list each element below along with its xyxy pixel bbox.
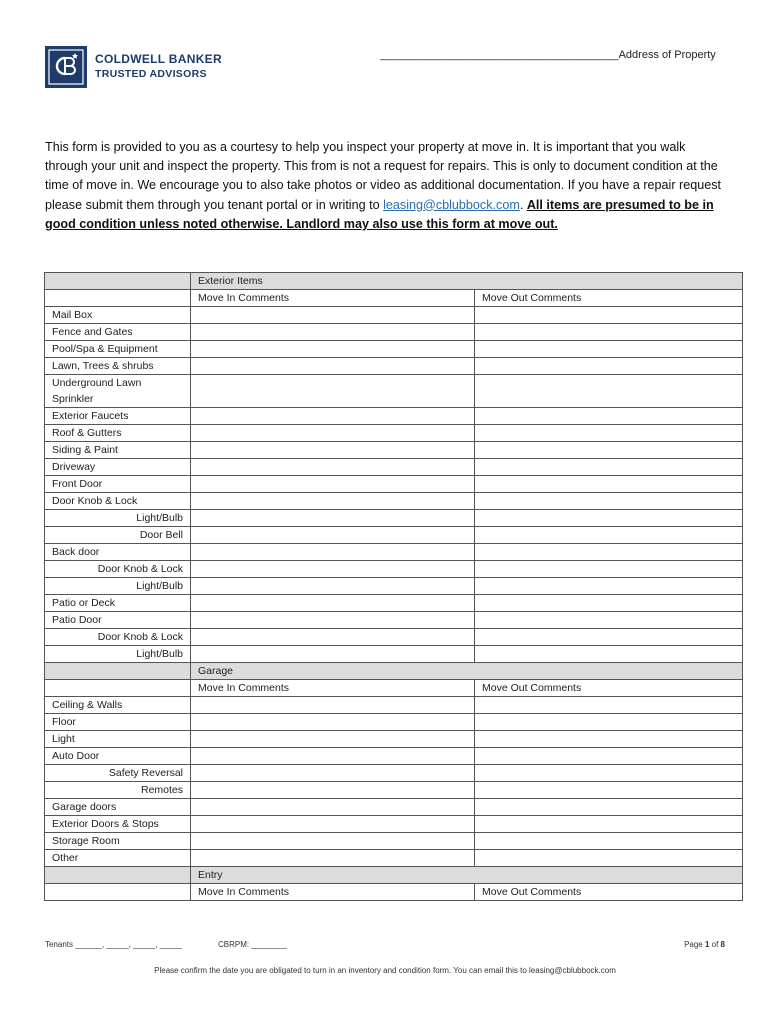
move-in-comment-cell[interactable]	[191, 408, 475, 425]
table-row	[45, 476, 743, 493]
table-row	[45, 714, 743, 731]
move-out-comment-cell[interactable]	[475, 612, 743, 629]
table-row	[45, 358, 743, 375]
move-in-comment-cell[interactable]	[191, 612, 475, 629]
move-in-header: Move In Comments	[191, 884, 475, 901]
item-label: Light/Bulb	[45, 646, 191, 663]
item-label: Exterior Doors & Stops	[45, 816, 191, 833]
section-header-row	[45, 663, 743, 680]
move-in-comment-cell[interactable]	[191, 646, 475, 663]
item-label: Auto Door	[45, 748, 191, 765]
item-label: Patio Door	[45, 612, 191, 629]
column-header-blank	[45, 290, 191, 307]
move-out-comment-cell[interactable]	[475, 425, 743, 442]
page-of: of	[709, 940, 721, 949]
move-in-comment-cell[interactable]	[191, 561, 475, 578]
item-label: Light/Bulb	[45, 510, 191, 527]
move-in-comment-cell[interactable]	[191, 324, 475, 341]
move-out-comment-cell[interactable]	[475, 358, 743, 375]
move-in-comment-cell[interactable]	[191, 476, 475, 493]
presumed-condition-note: All items are presumed to be in good condition unless noted otherwise. Landlord may also use this form at move out.	[45, 197, 714, 231]
item-label: Driveway	[45, 459, 191, 476]
table-row	[45, 561, 743, 578]
table-row	[45, 307, 743, 324]
move-out-comment-cell[interactable]	[475, 561, 743, 578]
table-row	[45, 324, 743, 341]
table-row	[45, 493, 743, 510]
item-label: Door Knob & Lock	[45, 493, 191, 510]
company-logo	[45, 46, 222, 88]
move-in-comment-cell[interactable]	[191, 425, 475, 442]
move-in-comment-cell[interactable]	[191, 375, 475, 408]
table-row	[45, 629, 743, 646]
move-out-comment-cell[interactable]	[475, 748, 743, 765]
table-row	[45, 544, 743, 561]
move-out-comment-cell[interactable]	[475, 324, 743, 341]
table-row	[45, 459, 743, 476]
move-out-comment-cell[interactable]	[475, 493, 743, 510]
move-in-comment-cell[interactable]	[191, 544, 475, 561]
table-row	[45, 731, 743, 748]
move-in-header: Move In Comments	[191, 680, 475, 697]
move-out-comment-cell[interactable]	[475, 697, 743, 714]
item-label: Door Bell	[45, 527, 191, 544]
section-header-row	[45, 273, 743, 290]
move-out-comment-cell[interactable]	[475, 731, 743, 748]
move-in-comment-cell[interactable]	[191, 442, 475, 459]
inspection-table	[44, 272, 743, 901]
intro-text: This form is provided to you as a courtesy to help you inspect your property at move in. It is important that you walk through your unit and inspect the property. This from is not a request for repairs. This is only to document condition at the time of move in. We encourage you to also take photos or video as additional documentation. If you have a repair request please submit them through you tenant portal or in writing to	[45, 140, 722, 212]
move-out-comment-cell[interactable]	[475, 459, 743, 476]
table-row	[45, 646, 743, 663]
table-row	[45, 833, 743, 850]
section-title: Exterior Items	[191, 273, 743, 290]
table-row	[45, 341, 743, 358]
move-out-header: Move Out Comments	[475, 290, 743, 307]
move-out-comment-cell[interactable]	[475, 629, 743, 646]
item-label: Pool/Spa & Equipment	[45, 341, 191, 358]
move-out-comment-cell[interactable]	[475, 375, 743, 408]
page-number	[684, 940, 725, 949]
cb-logo-icon	[45, 46, 87, 88]
move-out-comment-cell[interactable]	[475, 544, 743, 561]
intro-paragraph	[45, 138, 725, 234]
section-header-blank	[45, 273, 191, 290]
item-label: Other	[45, 850, 191, 867]
move-out-comment-cell[interactable]	[475, 408, 743, 425]
move-out-comment-cell[interactable]	[475, 799, 743, 816]
table-row	[45, 442, 743, 459]
item-label: Ceiling & Walls	[45, 697, 191, 714]
move-out-comment-cell[interactable]	[475, 476, 743, 493]
page-prefix: Page	[684, 940, 705, 949]
column-header-row	[45, 680, 743, 697]
move-in-comment-cell[interactable]	[191, 731, 475, 748]
item-label: Front Door	[45, 476, 191, 493]
move-in-comment-cell[interactable]	[191, 459, 475, 476]
table-row	[45, 425, 743, 442]
item-label: Floor	[45, 714, 191, 731]
move-in-comment-cell[interactable]	[191, 307, 475, 324]
move-out-comment-cell[interactable]	[475, 442, 743, 459]
column-header-blank	[45, 884, 191, 901]
move-in-comment-cell[interactable]	[191, 527, 475, 544]
move-in-comment-cell[interactable]	[191, 697, 475, 714]
table-row	[45, 697, 743, 714]
move-in-comment-cell[interactable]	[191, 578, 475, 595]
table-row	[45, 578, 743, 595]
move-in-comment-cell[interactable]	[191, 714, 475, 731]
move-out-comment-cell[interactable]	[475, 782, 743, 799]
move-in-comment-cell[interactable]	[191, 782, 475, 799]
logo-text	[95, 52, 222, 82]
move-in-comment-cell[interactable]	[191, 765, 475, 782]
cbrpm-signature[interactable]: CBRPM: ________	[218, 940, 287, 949]
move-out-header: Move Out Comments	[475, 884, 743, 901]
item-label: Safety Reversal	[45, 765, 191, 782]
move-in-comment-cell[interactable]	[191, 510, 475, 527]
item-label: Light	[45, 731, 191, 748]
table-row	[45, 816, 743, 833]
page-total: 8	[720, 940, 725, 949]
move-in-comment-cell[interactable]	[191, 850, 475, 867]
item-label: Door Knob & Lock	[45, 629, 191, 646]
column-header-row	[45, 884, 743, 901]
table-row	[45, 765, 743, 782]
address-of-property-field[interactable]: _______________________________________Address of Property	[380, 49, 716, 61]
item-label: Remotes	[45, 782, 191, 799]
section-header-blank	[45, 867, 191, 884]
move-out-comment-cell[interactable]	[475, 816, 743, 833]
item-label: Door Knob & Lock	[45, 561, 191, 578]
section-header-row	[45, 867, 743, 884]
table-row	[45, 850, 743, 867]
move-out-comment-cell[interactable]	[475, 578, 743, 595]
table-row	[45, 799, 743, 816]
move-in-comment-cell[interactable]	[191, 358, 475, 375]
column-header-row	[45, 290, 743, 307]
item-label: Underground Lawn Sprinkler	[45, 375, 191, 408]
move-in-comment-cell[interactable]	[191, 341, 475, 358]
move-in-comment-cell[interactable]	[191, 748, 475, 765]
item-label: Mail Box	[45, 307, 191, 324]
intro-after-email: .	[519, 197, 527, 212]
table-row	[45, 748, 743, 765]
move-out-comment-cell[interactable]	[475, 646, 743, 663]
move-out-comment-cell[interactable]	[475, 714, 743, 731]
table-row	[45, 375, 743, 408]
table-row	[45, 595, 743, 612]
column-header-blank	[45, 680, 191, 697]
move-out-comment-cell[interactable]	[475, 341, 743, 358]
item-label: Exterior Faucets	[45, 408, 191, 425]
logo-line1: COLDWELL BANKER	[95, 52, 222, 66]
move-out-comment-cell[interactable]	[475, 595, 743, 612]
move-in-comment-cell[interactable]	[191, 493, 475, 510]
table-row	[45, 408, 743, 425]
section-title: Entry	[191, 867, 743, 884]
section-title: Garage	[191, 663, 743, 680]
item-label: Patio or Deck	[45, 595, 191, 612]
move-out-comment-cell[interactable]	[475, 833, 743, 850]
section-header-blank	[45, 663, 191, 680]
table-row	[45, 782, 743, 799]
page-current: 1	[704, 940, 710, 949]
item-label: Light/Bulb	[45, 578, 191, 595]
move-out-comment-cell[interactable]	[475, 765, 743, 782]
move-out-comment-cell[interactable]	[475, 527, 743, 544]
move-in-comment-cell[interactable]	[191, 816, 475, 833]
table-row	[45, 510, 743, 527]
footer-note: Please confirm the date you are obligated to turn in an inventory and condition form. You can email this to leasing@cblubbock.com	[154, 966, 616, 975]
logo-line2: TRUSTED ADVISORS	[95, 68, 207, 80]
move-out-comment-cell[interactable]	[475, 510, 743, 527]
item-label: Roof & Gutters	[45, 425, 191, 442]
item-label: Fence and Gates	[45, 324, 191, 341]
item-label: Garage doors	[45, 799, 191, 816]
move-in-comment-cell[interactable]	[191, 629, 475, 646]
item-label: Lawn, Trees & shrubs	[45, 358, 191, 375]
item-label: Back door	[45, 544, 191, 561]
move-out-header: Move Out Comments	[475, 680, 743, 697]
item-label: Siding & Paint	[45, 442, 191, 459]
move-out-comment-cell[interactable]	[475, 850, 743, 867]
item-label: Storage Room	[45, 833, 191, 850]
tenants-signature[interactable]: Tenants ______, _____, _____, _____	[45, 940, 183, 949]
move-in-header: Move In Comments	[191, 290, 475, 307]
table-row	[45, 527, 743, 544]
move-in-comment-cell[interactable]	[191, 833, 475, 850]
move-in-comment-cell[interactable]	[191, 595, 475, 612]
move-out-comment-cell[interactable]	[475, 307, 743, 324]
email-link[interactable]: leasing@cblubbock.com	[383, 197, 520, 212]
table-row	[45, 612, 743, 629]
move-in-comment-cell[interactable]	[191, 799, 475, 816]
